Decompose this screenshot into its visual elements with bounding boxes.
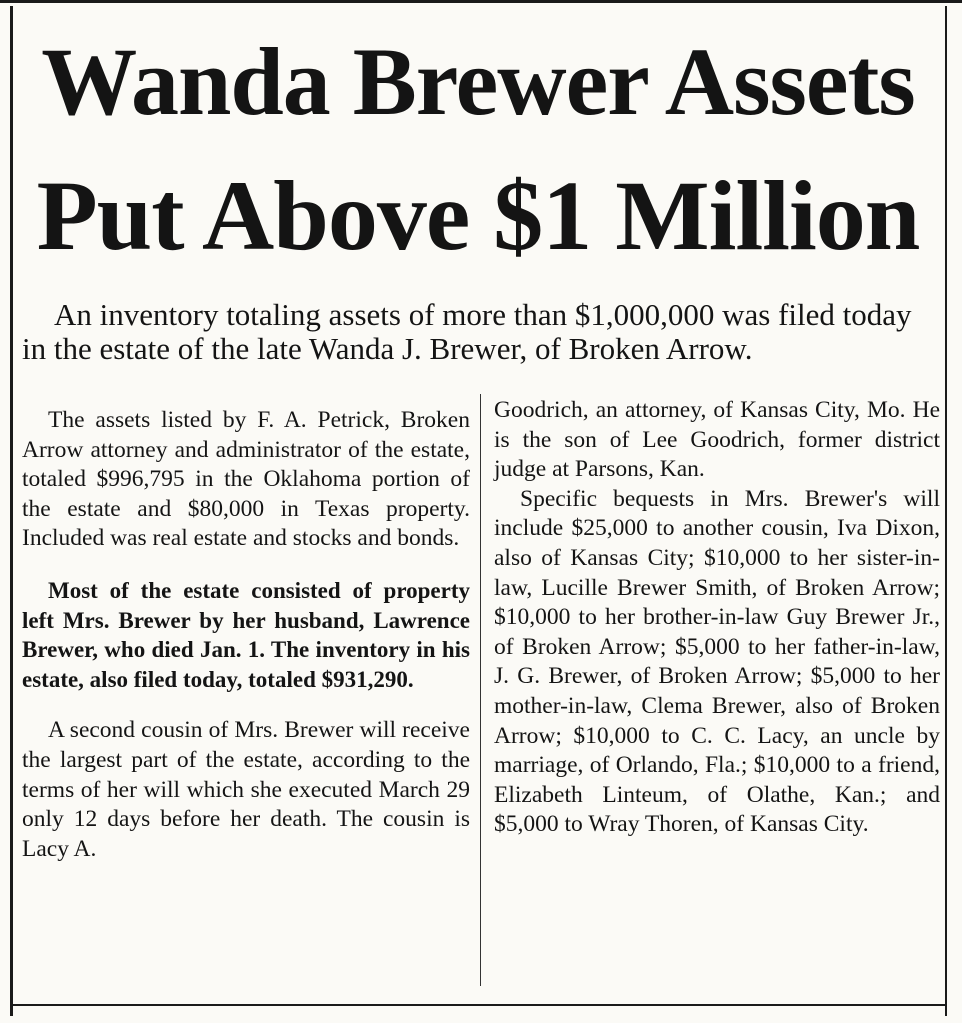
right-column bbox=[494, 396, 940, 840]
column-divider bbox=[480, 394, 481, 986]
left-border bbox=[10, 6, 13, 1016]
lead-paragraph bbox=[22, 298, 940, 366]
headline-line-1: Wanda Brewer Assets bbox=[41, 28, 915, 135]
top-rule bbox=[0, 0, 962, 3]
left-paragraph-3: A second cousin of Mrs. Brewer will receive the largest part of the estate, according to the terms of her will which she executed March 29 only 12 days before her death. The cousin is Lacy A. bbox=[22, 717, 470, 862]
right-paragraph-1: Goodrich, an attorney, of Kansas City, Mo. He is the son of Lee Goodrich, former district judge at Parsons, Kan. bbox=[494, 397, 940, 483]
adjacent-column-edge bbox=[953, 50, 962, 210]
left-paragraph-2: Most of the estate consisted of property left Mrs. Brewer by her husband, Lawrence Brewer, who died Jan. 1. The inventory in his estate, also filed today, totaled $931,290. bbox=[22, 577, 470, 692]
bottom-rule bbox=[13, 1004, 945, 1006]
left-column bbox=[22, 406, 470, 864]
left-paragraph-1: The assets listed by F. A. Petrick, Broken Arrow attorney and administrator of the estate, totaled $996,795 in the Oklahoma portion of the estate and $80,000 in Texas property. Included was real estate and stocks and bonds. bbox=[22, 407, 470, 552]
right-paragraph-2: Specific bequests in Mrs. Brewer's will include $25,000 to another cousin, Iva Dixon, also of Kansas City; $10,000 to her sister-in-law, Lucille Brewer Smith, of Broken Arrow; $10,000 to her brother-in-law Guy Brewer Jr., of Broken Arrow; $5,000 to her father-in-law, J. G. Brewer, of Broken Arrow; $5,000 to her mother-in-law, Clema Brewer, also of Broken Arrow; $10,000 to C. C. Lacy, an uncle by marriage, of Orlando, Fla.; $10,000 to a friend, Elizabeth Linteum, of Olathe, Kan.; and $5,000 to Wray Thoren, of Kansas City. bbox=[494, 485, 940, 838]
right-border bbox=[945, 6, 947, 1016]
lead-text: An inventory totaling assets of more than $1,000,000 was filed today in the estate of the late Wanda J. Brewer, of Broken Arrow. bbox=[22, 297, 912, 366]
headline-line-2: Put Above $1 Million bbox=[36, 160, 920, 271]
